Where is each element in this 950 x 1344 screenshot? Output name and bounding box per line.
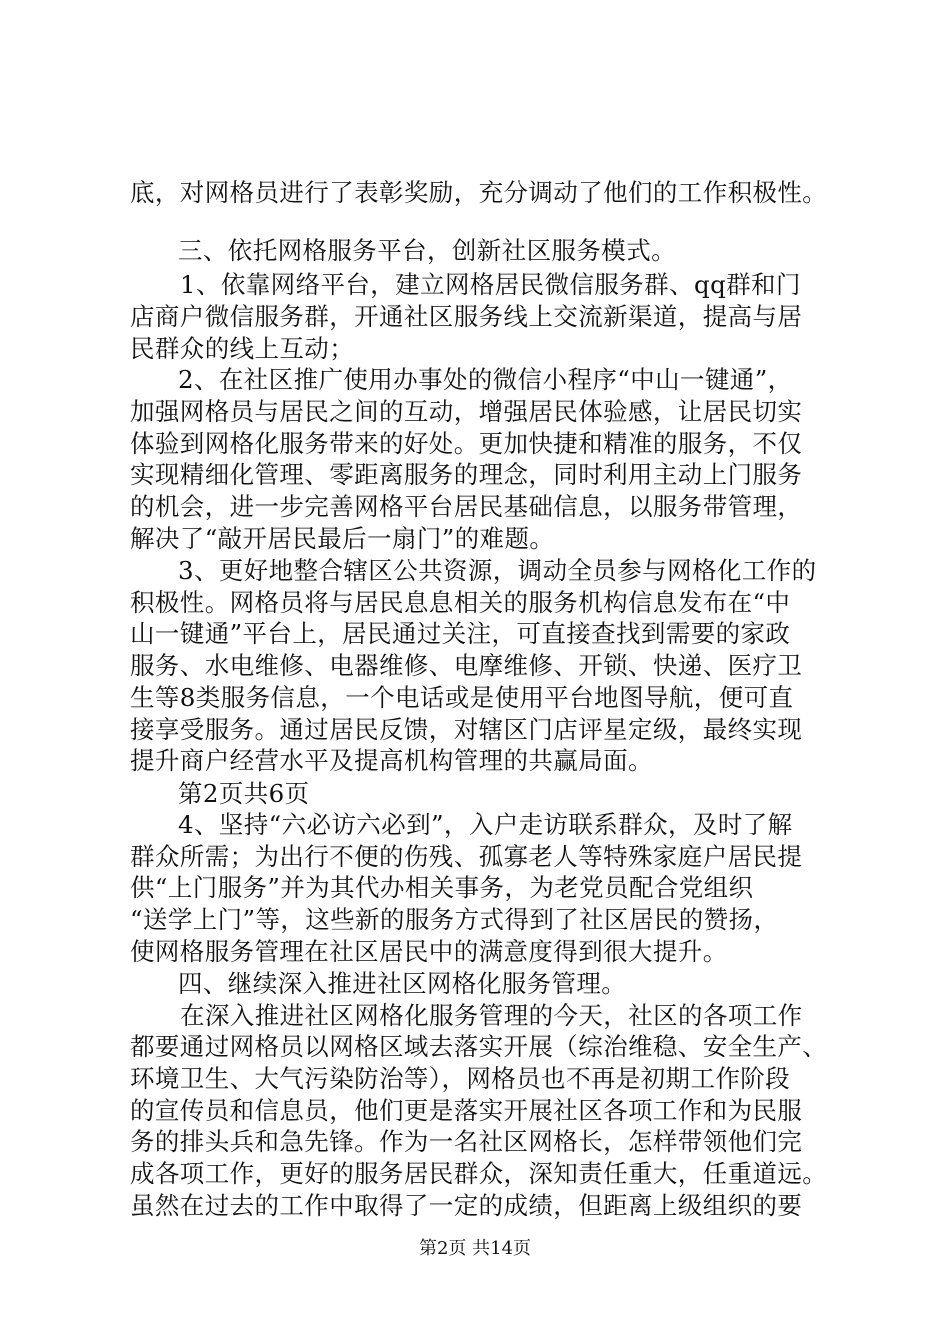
body-line-17: 接享受服务。通过居民反馈，对辖区门店评星定级，最终实现 [130, 715, 803, 744]
body-line-12: 3、更好地整合辖区公共资源，调动全员参与网格化工作的 [178, 556, 817, 585]
body-line-23: “送学上门”等，这些新的服务方式得到了社区居民的赞扬， [130, 905, 779, 934]
body-line-22: 供“上门服务”并为其代办相关事务，为老党员配合党组织 [130, 873, 754, 902]
page-footer: 第2页 共14页 [418, 1238, 532, 1259]
body-line-29: 的宣传员和信息员，他们更是落实开展社区各项工作和为民服 [130, 1096, 803, 1125]
body-line-15: 服务、水电维修、电器维修、电摩维修、开锁、快递、医疗卫 [130, 651, 803, 680]
body-line-4: 店商户微信服务群，开通社区服务线上交流新渠道，提高与居 [130, 302, 803, 331]
body-line-3: 1、依靠网络平台，建立网格居民微信服务群、qq群和门 [180, 270, 801, 299]
body-line-26: 在深入推进社区网格化服务管理的今天，社区的各项工作 [180, 1001, 803, 1030]
body-line-7: 加强网格员与居民之间的互动，增强居民体验感，让居民切实 [130, 397, 803, 426]
body-line-18: 提升商户经营水平及提高机构管理的共赢局面。 [130, 746, 653, 775]
inline-page-marker: 第2页共6页 [178, 779, 310, 808]
body-line-8: 体验到网格化服务带来的好处。更加快捷和精准的服务，不仅 [130, 429, 803, 458]
body-line-6: 2、在社区推广使用办事处的微信小程序“中山一键通”， [178, 365, 793, 394]
section-heading-3: 三、依托网格服务平台，创新社区服务模式。 [178, 236, 676, 265]
body-line-28: 环境卫生、大气污染防治等），网格员也不再是初期工作阶段 [130, 1064, 791, 1093]
body-line-24: 使网格服务管理在社区居民中的满意度得到很大提升。 [130, 937, 728, 966]
body-line-32: 虽然在过去的工作中取得了一定的成绩，但距离上级组织的要 [130, 1191, 803, 1220]
body-line-16: 生等8类服务信息，一个电话或是使用平台地图导航，便可直 [130, 683, 794, 712]
body-line-5: 民群众的线上互动； [130, 334, 355, 363]
body-line-13: 积极性。网格员将与居民息息相关的服务机构信息发布在“中 [130, 588, 791, 617]
body-line-30: 务的排头兵和急先锋。作为一名社区网格长，怎样带领他们完 [130, 1127, 803, 1156]
body-line-31: 成各项工作，更好的服务居民群众，深知责任重大，任重道远。 [130, 1159, 828, 1188]
body-line-9: 实现精细化管理、零距离服务的理念，同时利用主动上门服务 [130, 460, 803, 489]
body-line-27: 都要通过网格员以网格区域去落实开展（综治维稳、安全生产、 [130, 1032, 828, 1061]
body-line-20: 4、坚持“六必访六必到”，入户走访联系群众，及时了解 [178, 810, 793, 839]
body-line-21: 群众所需；为出行不便的伤残、孤寡老人等特殊家庭户居民提 [130, 842, 803, 871]
body-line-10: 的机会，进一步完善网格平台居民基础信息，以服务带管理， [130, 492, 803, 521]
body-line-11: 解决了“敲开居民最后一扇门”的难题。 [130, 524, 555, 553]
section-heading-4: 四、继续深入推进社区网格化服务管理。 [178, 969, 627, 998]
body-line-1: 底，对网格员进行了表彰奖励，充分调动了他们的工作积极性。 [130, 178, 828, 207]
body-line-14: 山一键通”平台上，居民通过关注，可直接查找到需要的家政 [130, 619, 791, 648]
